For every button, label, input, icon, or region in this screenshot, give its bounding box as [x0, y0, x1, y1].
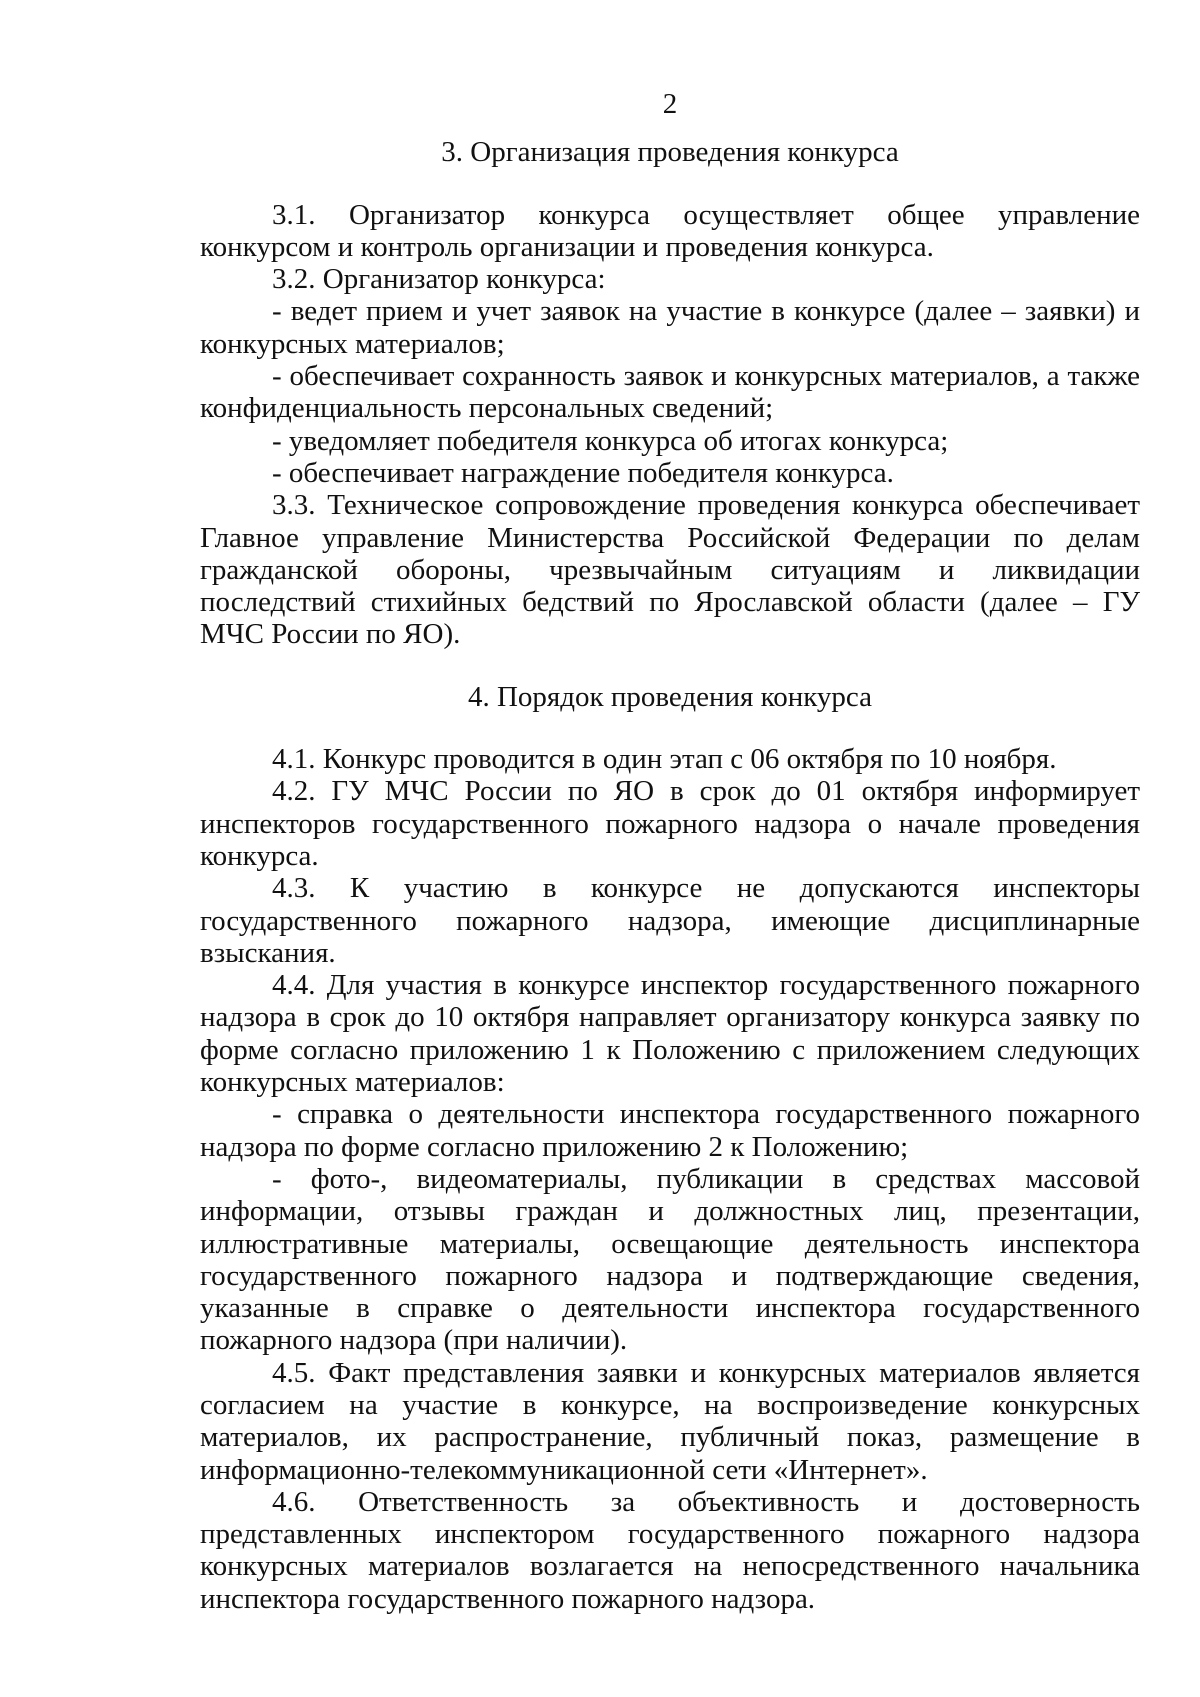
list-item-4-4-a: - справка о деятельности инспектора государственного пожарного надзора по форме согласно приложению 2 к Положению; [200, 1098, 1140, 1163]
section-3-body [200, 199, 1140, 651]
list-item-3-2-b: - обеспечивает сохранность заявок и конкурсных материалов, а также конфиденциальность персональных сведений; [200, 360, 1140, 425]
paragraph-4-5: 4.5. Факт представления заявки и конкурсных материалов является согласием на участие в конкурсе, на воспроизведение конкурсных материалов, их распространение, публичный показ, размещение в информационно-телекоммуникационной сети «Интернет». [200, 1356, 1140, 1486]
paragraph-3-1: 3.1. Организатор конкурса осуществляет общее управление конкурсом и контроль организации и проведения конкурса. [200, 198, 1140, 263]
list-item-3-2-d: - обеспечивает награждение победителя конкурса. [272, 456, 894, 489]
document-page [200, 88, 1140, 1615]
list-item-3-2-c: - уведомляет победителя конкурса об итогах конкурса; [272, 424, 949, 457]
paragraph-4-6: 4.6. Ответственность за объективность и достоверность представленных инспектором государственного пожарного надзора конкурсных материалов возлагается на непосредственного начальника инспектора государственного пожарного надзора. [200, 1485, 1140, 1615]
paragraph-3-3: 3.3. Техническое сопровождение проведения конкурса обеспечивает Главное управление Министерства Российской Федерации по делам гражданской обороны, чрезвычайным ситуациям и ликвидации последствий стихийных бедствий по Ярославской области (далее – ГУ МЧС России по ЯО). [200, 489, 1140, 651]
section-title-4: 4. Порядок проведения конкурса [467, 680, 873, 713]
paragraph-4-3: 4.3. К участию в конкурсе не допускаются инспекторы государственного пожарного надзора, имеющие дисциплинарные взыскания. [200, 872, 1140, 969]
section-4-body [200, 743, 1140, 1615]
paragraph-4-2: 4.2. ГУ МЧС России по ЯО в срок до 01 октября информирует инспекторов государственного пожарного надзора о начале проведения конкурса. [200, 775, 1140, 872]
paragraph-4-4: 4.4. Для участия в конкурсе инспектор государственного пожарного надзора в срок до 10 октября направляет организатору конкурса заявку по форме согласно приложению 1 к Положению с приложением следующих конкурсных материалов: [200, 969, 1140, 1099]
paragraph-3-2: 3.2. Организатор конкурса: [272, 263, 606, 296]
list-item-3-2-a: - ведет прием и учет заявок на участие в конкурсе (далее – заявки) и конкурсных материалов; [200, 295, 1140, 360]
list-item-4-4-b: - фото-, видеоматериалы, публикации в средствах массовой информации, отзывы граждан и должностных лиц, презентации, иллюстративные материалы, освещающие деятельность инспектора государственного пожарного надзора и подтверждающие сведения, указанные в справке о деятельности инспектора государственного пожарного надзора (при наличии). [200, 1162, 1140, 1357]
section-title-3: 3. Организация проведения конкурса [441, 136, 899, 169]
page-number: 2 [662, 88, 678, 120]
paragraph-4-1: 4.1. Конкурс проводится в один этап с 06 октября по 10 ноября. [272, 743, 1057, 776]
